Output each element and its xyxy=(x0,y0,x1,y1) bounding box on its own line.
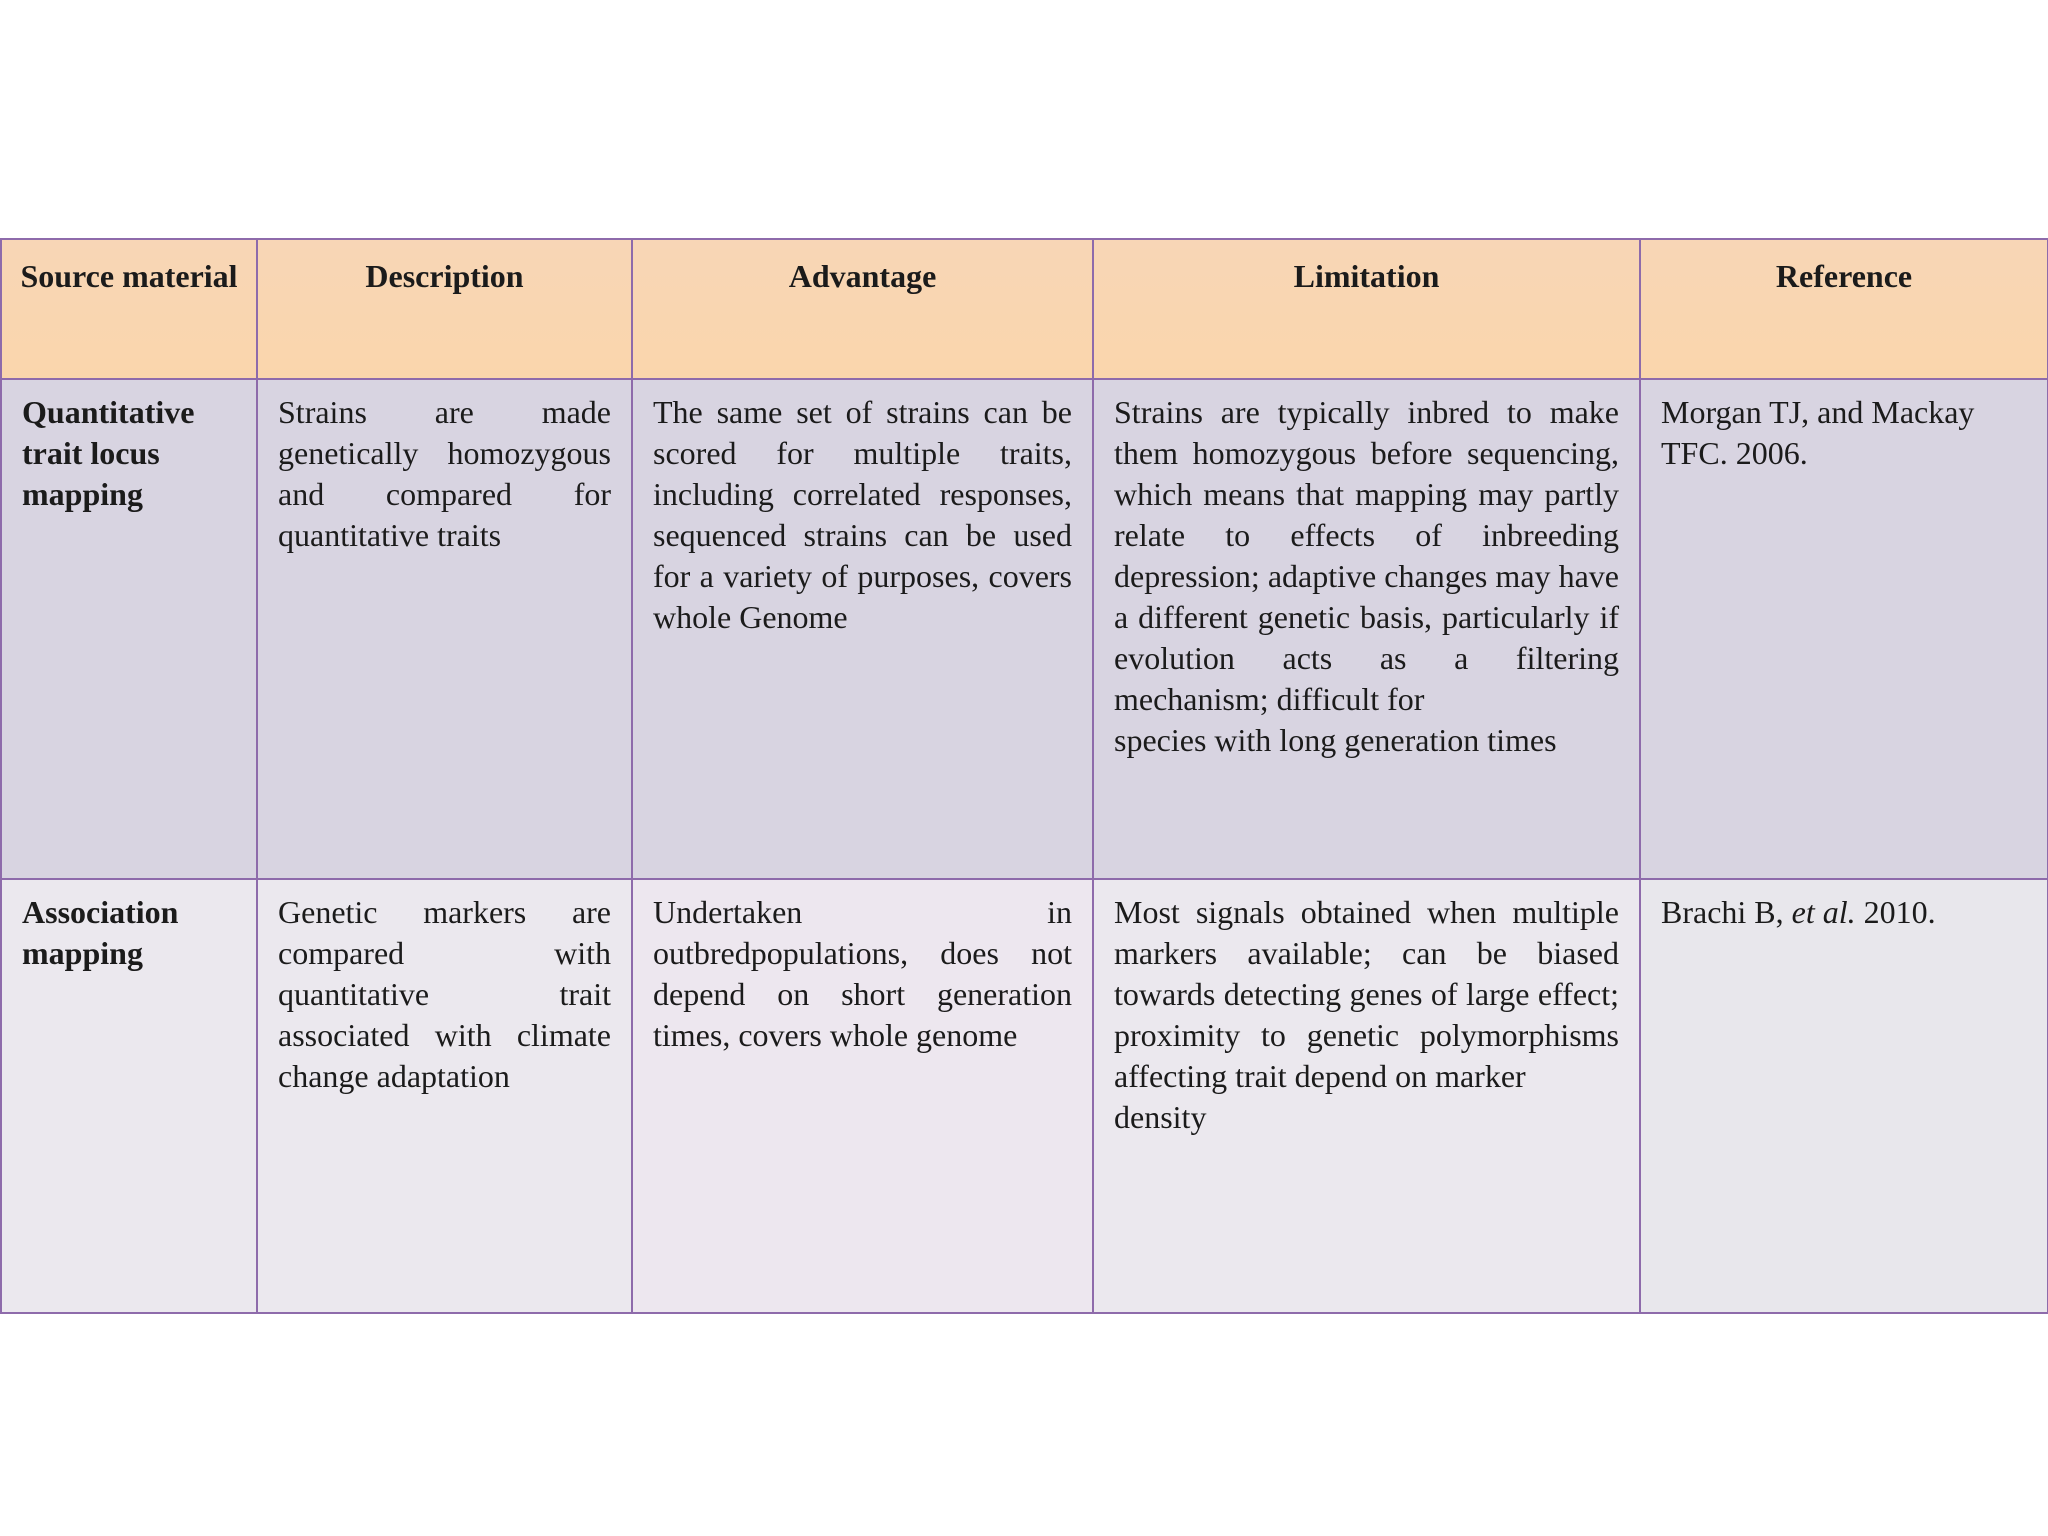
cell-advantage: Undertaken in outbredpopulations, does not depend on short generation times, covers whole genome xyxy=(632,879,1093,1313)
cell-reference xyxy=(1640,879,2048,1313)
header-advantage: Advantage xyxy=(632,239,1093,379)
limitation-text: Strains are typically inbred to make them homozygous before sequencing, which means that mapping may partly relate to effects of inbreeding depression; adaptive changes may have a different genetic basis, particularly if evolution acts as a filtering mechanism; difficult for xyxy=(1114,394,1619,717)
table-body xyxy=(1,379,2048,1313)
reference-year: 2010. xyxy=(1863,894,1936,930)
cell-description: Genetic markers are compared with quantitative trait associated with climate change adaptation xyxy=(257,879,632,1313)
cell-source-material: Association mapping xyxy=(1,879,257,1313)
limitation-text-tail: density xyxy=(1114,1099,1207,1135)
table-row xyxy=(1,879,2048,1313)
comparison-table xyxy=(0,238,2048,1314)
header-reference: Reference xyxy=(1640,239,2048,379)
header-description: Description xyxy=(257,239,632,379)
header-row xyxy=(1,239,2048,379)
cell-reference: Morgan TJ, and Mackay TFC. 2006. xyxy=(1640,379,2048,879)
limitation-text: Most signals obtained when multiple markers available; can be biased towards detecting genes of large effect; proximity to genetic polymorphisms affecting trait depend on marker xyxy=(1114,894,1619,1094)
limitation-text-tail: species with long generation times xyxy=(1114,722,1557,758)
header-limitation: Limitation xyxy=(1093,239,1640,379)
table-row xyxy=(1,379,2048,879)
cell-limitation xyxy=(1093,879,1640,1313)
reference-author: Brachi B, xyxy=(1661,894,1784,930)
cell-description: Strains are made genetically homozygous and compared for quantitative traits xyxy=(257,379,632,879)
cell-advantage: The same set of strains can be scored for multiple traits, including correlated responses, sequenced strains can be used for a variety of purposes, covers whole Genome xyxy=(632,379,1093,879)
reference-et-al: et al. xyxy=(1791,894,1856,930)
table-header xyxy=(1,239,2048,379)
cell-limitation xyxy=(1093,379,1640,879)
header-source-material: Source material xyxy=(1,239,257,379)
cell-source-material: Quantitative trait locus mapping xyxy=(1,379,257,879)
